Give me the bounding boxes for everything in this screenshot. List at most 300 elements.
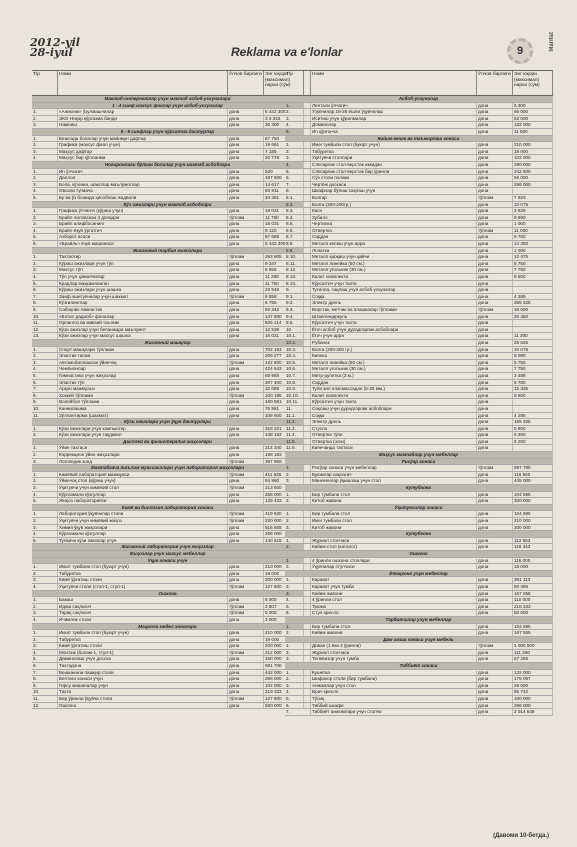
item-price: 307 400	[264, 380, 304, 386]
row-number: 3.	[285, 591, 311, 597]
section-heading-row	[32, 202, 304, 209]
row-number: 3.	[32, 525, 58, 531]
item-unit: дона	[477, 511, 513, 517]
row-number: 10.11.	[285, 399, 311, 405]
item-price: 293 805	[264, 254, 304, 260]
item-unit: дона	[228, 656, 264, 662]
item-unit: дона	[477, 221, 513, 227]
item-price: 5 750	[513, 360, 553, 366]
table-row	[285, 703, 553, 710]
item-name: Бир ўринли ўқувчи столи	[58, 696, 228, 702]
section-heading: Ногиронлиги бўлган болалар учун мактаб асбоблари	[32, 162, 304, 168]
col-unit-header: Ўлчов бирлиги	[477, 71, 513, 95]
item-unit: дона	[477, 676, 513, 682]
row-number: 1.	[32, 564, 58, 570]
section-heading: Кимё ва биология лаборатория хонаси	[32, 505, 304, 511]
row-number: 5.	[285, 696, 311, 702]
item-price: 3 625	[513, 208, 553, 214]
row-number: 2.	[32, 637, 58, 643]
item-unit: дона	[228, 538, 264, 544]
item-price: 167 555	[513, 630, 553, 636]
item-name: Ип қўрғонча	[311, 129, 477, 135]
row-number: 3.	[285, 683, 311, 689]
row-number: 4.	[32, 531, 58, 537]
item-name: Калит комплекти	[311, 393, 477, 399]
item-price: 12 539	[264, 327, 304, 333]
item-price: 113 553	[513, 538, 553, 544]
item-unit: дона	[477, 498, 513, 504]
table-row	[32, 571, 304, 578]
table-row	[32, 142, 304, 149]
section-heading-row	[32, 591, 304, 598]
item-unit: дона	[477, 656, 513, 662]
table-row	[32, 683, 304, 690]
table-row	[285, 228, 553, 235]
item-unit: тўплам	[228, 518, 264, 524]
item-unit: дона	[477, 610, 513, 616]
item-price: 5 750	[513, 261, 553, 267]
item-name: Бу ва ўз бошида ҳисоблаш жадвали	[58, 195, 228, 201]
table-row	[32, 373, 304, 380]
table-row	[32, 215, 304, 222]
table-row	[285, 610, 553, 617]
row-number: 11.	[32, 696, 58, 702]
item-name: Крадлар маҳкамланган	[58, 281, 228, 287]
row-number: 1.	[285, 492, 311, 498]
item-unit: дона	[228, 274, 264, 280]
item-name: Арқон мажмуаси	[58, 386, 228, 392]
table-row	[32, 696, 304, 703]
table-row	[285, 208, 553, 215]
item-name: Бола, кўзгина, шакллар маълумотлар	[58, 182, 228, 188]
item-name: Кўргазмали кўзгуллар	[58, 492, 228, 498]
item-unit: дона	[228, 314, 264, 320]
item-price: 210 000	[264, 564, 304, 570]
item-unit: дона	[228, 525, 264, 531]
item-name: Киянка	[311, 353, 477, 359]
item-unit: тўплам	[228, 459, 264, 465]
item-price: 6 350	[513, 432, 553, 438]
item-unit: дона	[228, 492, 264, 498]
table-row	[285, 116, 553, 123]
item-name: Автомобиллашган ўйинчоқ	[58, 360, 228, 366]
item-name: Тупи зил пласмассадан (5-25 мм.)	[311, 386, 477, 392]
table-row	[32, 518, 304, 525]
item-name: Сўз столи полаки	[311, 175, 477, 181]
continued-note: (Давоми 10-бетда.)	[493, 833, 549, 839]
item-name: Бир тумбали стол	[311, 492, 477, 498]
item-name: Иккит тумбали стол (буюрт учун)	[58, 630, 228, 636]
item-price	[513, 399, 553, 405]
item-unit: дона	[477, 683, 513, 689]
item-unit: дона	[477, 439, 513, 445]
item-name: Кушетка	[311, 670, 477, 676]
item-unit: дона	[228, 221, 264, 227]
row-number: 5.	[285, 129, 311, 135]
table-row	[32, 689, 304, 696]
row-number: 1.	[32, 445, 58, 451]
item-name: Кимё ўрғатиш столи	[58, 577, 228, 583]
item-name: Болгар	[311, 195, 477, 201]
row-number: 4.	[32, 228, 58, 234]
row-number: 10.	[32, 689, 58, 695]
table-row	[285, 215, 553, 222]
section-heading-row	[285, 617, 553, 624]
section-heading-row	[32, 419, 304, 426]
table-row	[32, 254, 304, 261]
table-row	[285, 314, 553, 321]
table-row	[285, 307, 553, 314]
section-heading-row	[32, 129, 304, 136]
item-unit: дона	[477, 327, 513, 333]
row-number: 5.	[32, 498, 58, 504]
item-name: Ўқитувчи учун кимёвий стол	[58, 485, 228, 491]
row-number: 1.	[285, 103, 311, 109]
item-unit: дона	[477, 248, 513, 254]
item-unit: дона	[477, 254, 513, 260]
item-price: 887 785	[513, 465, 553, 471]
table-row	[285, 518, 553, 525]
row-number: 3.	[285, 116, 311, 122]
row-number: 2.	[32, 175, 58, 181]
item-unit: дона	[228, 208, 264, 214]
item-name: Эластик тўп	[58, 380, 228, 386]
item-price: 26 000	[513, 683, 553, 689]
row-number: 2.	[32, 478, 58, 484]
item-price: 18 000	[513, 564, 553, 570]
table-row	[32, 531, 304, 538]
table-row	[285, 538, 553, 545]
item-name: Электр дрель	[311, 419, 477, 425]
item-name: Рисўар хонаси учун мебеллар	[311, 465, 477, 471]
table-row	[285, 564, 553, 571]
table-row	[285, 360, 553, 367]
item-price: 26 450	[513, 314, 553, 320]
row-number: 1.	[285, 577, 311, 583]
item-unit: дона	[228, 281, 264, 287]
item-name: Отвертка	[311, 228, 477, 234]
item-price: 11 750	[264, 281, 304, 287]
item-price: 10 075	[513, 202, 553, 208]
item-price: 296 000	[513, 703, 553, 709]
table-row	[285, 261, 553, 268]
col-name-header: Номи	[58, 71, 228, 95]
row-number: 3.	[285, 478, 311, 484]
item-name: Маҳсус дафтар	[58, 149, 228, 155]
table-row	[285, 624, 553, 631]
item-price: 442 000	[264, 670, 304, 676]
row-number: 8.8.	[285, 241, 311, 247]
row-number: 8.1.	[285, 195, 311, 201]
table-row	[32, 169, 304, 176]
item-unit: дона	[477, 208, 513, 214]
item-price: 7 750	[513, 267, 553, 273]
item-unit: дона	[477, 320, 513, 326]
row-number: 8.4.	[285, 215, 311, 221]
row-number: 8.5.	[285, 221, 311, 227]
row-number: 2.	[32, 215, 58, 221]
row-number: 10.5.	[285, 360, 311, 366]
item-unit: дона	[228, 386, 264, 392]
section-heading: Дисплей ва физиотерапия жиҳозлари	[32, 439, 304, 445]
item-price: 160 581	[264, 399, 304, 405]
item-price: 20 778	[264, 155, 304, 161]
item-price: 11 500	[513, 129, 553, 135]
row-number: 1.	[32, 472, 58, 478]
item-price: 258 000	[264, 492, 304, 498]
row-number: 1.	[285, 511, 311, 517]
section-heading: Ўқитувчилар хонаси	[285, 505, 553, 511]
table-row	[285, 274, 553, 281]
item-unit: дона	[228, 571, 264, 577]
table-row	[32, 109, 304, 116]
item-unit: тўплам	[228, 254, 264, 260]
row-number: 8.14.	[285, 281, 311, 287]
table-row	[285, 650, 553, 657]
section-heading: Жиҳозлар учун махсус мебеллар	[32, 551, 304, 557]
row-number: 2.	[32, 604, 58, 610]
item-price: 127 600	[264, 584, 304, 590]
row-number: 4.	[32, 650, 58, 656]
item-price	[513, 188, 553, 194]
section-heading-row	[32, 340, 304, 347]
row-number: 10.7.	[285, 373, 311, 379]
item-unit: дона	[477, 347, 513, 353]
table-row	[32, 597, 304, 604]
table-row	[32, 393, 304, 400]
table-row	[285, 399, 553, 406]
item-price: 318 221	[264, 426, 304, 432]
item-unit: тўплам	[228, 696, 264, 702]
item-unit: дона	[477, 544, 513, 550]
table-row	[285, 254, 553, 261]
item-unit: дона	[477, 597, 513, 603]
item-unit: дона	[228, 149, 264, 155]
table-row	[32, 188, 304, 195]
table-row	[32, 577, 304, 584]
row-number: 3.	[32, 459, 58, 465]
row-number: 1.	[285, 465, 311, 471]
item-name: Китоб жавони	[311, 525, 477, 531]
table-row	[285, 465, 553, 472]
table-row	[32, 234, 304, 241]
item-name: Журнал столчаси	[311, 650, 477, 656]
item-name: Ахборот асоси	[58, 234, 228, 240]
row-number: 11.4.	[285, 432, 311, 438]
row-number: 9.	[285, 287, 311, 293]
item-price: 56 000	[513, 175, 553, 181]
item-unit: дона	[228, 327, 264, 333]
table-row	[32, 643, 304, 650]
row-number: 4.	[32, 366, 58, 372]
row-number: 9.	[32, 683, 58, 689]
table-row	[32, 604, 304, 611]
section-heading-row	[285, 459, 553, 466]
item-price: 116 560	[513, 472, 553, 478]
table-row	[285, 577, 553, 584]
item-name: Рубанок	[311, 340, 477, 346]
item-price: 5 900	[513, 426, 553, 432]
item-price	[513, 445, 553, 451]
item-name: Кўрсатгич учун тахта	[311, 281, 477, 287]
row-number: 3.	[285, 525, 311, 531]
item-unit: тўплам	[477, 195, 513, 201]
row-number: 6.	[285, 703, 311, 709]
table-row	[32, 386, 304, 393]
table-row	[32, 584, 304, 591]
item-name: Маҳсус бир қўлланма	[58, 155, 228, 161]
item-price: 18 000	[264, 637, 304, 643]
item-name: Химия ўқув жиҳозлари	[58, 525, 228, 531]
item-price: 19 681	[264, 142, 304, 148]
item-unit: дона	[228, 261, 264, 267]
section-heading: Дам олиш хонаси учун мебель	[285, 637, 553, 643]
item-price: 4 285	[513, 413, 553, 419]
row-number: 8.	[32, 393, 58, 399]
item-name: Икки тумбали стол	[311, 518, 477, 524]
item-unit: дона	[228, 175, 264, 181]
table-row	[285, 558, 553, 565]
left-table-body	[32, 96, 304, 709]
side-label: Marifat	[549, 32, 555, 52]
item-price: 118 443	[513, 544, 553, 550]
item-unit: дона	[228, 182, 264, 188]
section-heading-row	[285, 637, 553, 644]
item-name: Табуретка	[58, 571, 228, 577]
row-number: 13.	[32, 333, 58, 339]
item-unit: дона	[477, 373, 513, 379]
row-number: 10.10.	[285, 393, 311, 399]
table-row	[285, 195, 553, 202]
row-number: 4.	[285, 597, 311, 603]
row-number: 2.	[285, 544, 311, 550]
section-title: Reklama va e'lonlar	[231, 45, 343, 59]
item-price: 2 014 649	[513, 709, 553, 715]
item-price: 35 300	[264, 122, 304, 128]
item-price: 3 4 343	[264, 116, 304, 122]
item-price: 200 000	[264, 643, 304, 649]
row-number: 9.2.	[285, 300, 311, 306]
row-number: 2.	[285, 564, 311, 570]
table-header	[285, 71, 553, 96]
table-row	[285, 267, 553, 274]
item-name: Логопедик зонд	[58, 459, 228, 465]
item-price: 411 635	[264, 472, 304, 478]
table-row	[285, 248, 553, 255]
item-price: 66 000	[513, 109, 553, 115]
table-row	[285, 162, 553, 169]
item-unit: дона	[477, 274, 513, 280]
item-price: 11 000	[513, 228, 553, 234]
table-row	[32, 327, 304, 334]
item-unit: тўплам	[228, 393, 264, 399]
item-unit: дона	[228, 300, 264, 306]
item-price	[513, 327, 553, 333]
item-name: Чемпионлар	[58, 366, 228, 372]
item-unit: дона	[477, 386, 513, 392]
row-number: 2.	[32, 142, 58, 148]
table-row	[285, 683, 553, 690]
item-unit: дона	[228, 498, 264, 504]
item-unit: дона	[477, 445, 513, 451]
table-row	[285, 386, 553, 393]
item-price: 702 163	[264, 347, 304, 353]
table-row	[32, 261, 304, 268]
table-row	[285, 656, 553, 663]
table-row	[285, 597, 553, 604]
row-number: 7.	[32, 294, 58, 300]
item-name: Зўллантирма (шахмат)	[58, 413, 228, 419]
section-heading-row	[32, 162, 304, 169]
item-unit: дона	[477, 215, 513, 221]
item-name: Чертилка	[311, 221, 477, 227]
item-name: Даллол	[58, 175, 228, 181]
item-price: 111 250	[513, 650, 553, 656]
row-number: 2.	[32, 432, 58, 438]
row-number: 2.	[285, 518, 311, 524]
item-name: Тўсиқ	[311, 696, 477, 702]
item-name: Метр-рулетка (3 м.)	[311, 373, 477, 379]
item-unit: дона	[477, 472, 513, 478]
row-number: 8.7.	[285, 234, 311, 240]
row-number: 4.	[285, 162, 311, 168]
item-price: 14 617	[264, 182, 304, 188]
row-number: 8.11.	[285, 261, 311, 267]
item-price: 210 000	[264, 630, 304, 636]
item-name: Брайл ёзув ўргатгич	[58, 228, 228, 234]
item-name: Ўқувчилар стулчаси	[311, 564, 477, 570]
item-unit: дона	[477, 703, 513, 709]
item-unit: дона	[228, 380, 264, 386]
item-name: Ўқитувчи учун кимёвий жиҳоз	[58, 518, 228, 524]
item-name: Овозли тугмача	[58, 188, 228, 194]
section-heading: Тиббиёт хонаси	[285, 663, 553, 669]
item-name: Чертёж доскаси	[311, 182, 477, 188]
item-name: Сабоқлик гимнастик	[58, 307, 228, 313]
table-row	[285, 413, 553, 420]
section-heading: Ўқув хонаси учун	[32, 558, 304, 564]
row-number: 8.3.	[285, 208, 311, 214]
item-name: Икки тумбали стол (буюрт учун)	[311, 142, 477, 148]
table-row	[32, 116, 304, 123]
item-name: Верстак, метчик ва плашкалар тўплами	[311, 307, 477, 313]
item-price: 210 000	[513, 518, 553, 524]
row-number: 1.	[32, 426, 58, 432]
item-price: 3 607	[264, 604, 304, 610]
table-row	[32, 452, 304, 459]
item-price: 176 057	[513, 676, 553, 682]
item-price: 139 433	[264, 498, 304, 504]
row-number: 7.	[32, 670, 58, 676]
item-unit: дона	[228, 287, 264, 293]
row-number: 8.2.	[285, 202, 311, 208]
table-row	[32, 155, 304, 162]
table-row	[32, 221, 304, 228]
item-name: Зубило	[311, 215, 477, 221]
item-unit: дона	[477, 241, 513, 247]
item-name: Доминолар	[311, 122, 477, 128]
item-price: 182 000	[513, 122, 553, 128]
item-unit: дона	[477, 287, 513, 293]
table-row	[285, 591, 553, 598]
table-row	[285, 109, 553, 116]
item-price: 102 000	[513, 155, 553, 161]
item-price: 8 600	[513, 393, 553, 399]
item-price: 7 750	[513, 366, 553, 372]
item-unit: дона	[477, 155, 513, 161]
section-heading: Рисўар хонаси	[285, 459, 553, 465]
table-row	[285, 142, 553, 149]
